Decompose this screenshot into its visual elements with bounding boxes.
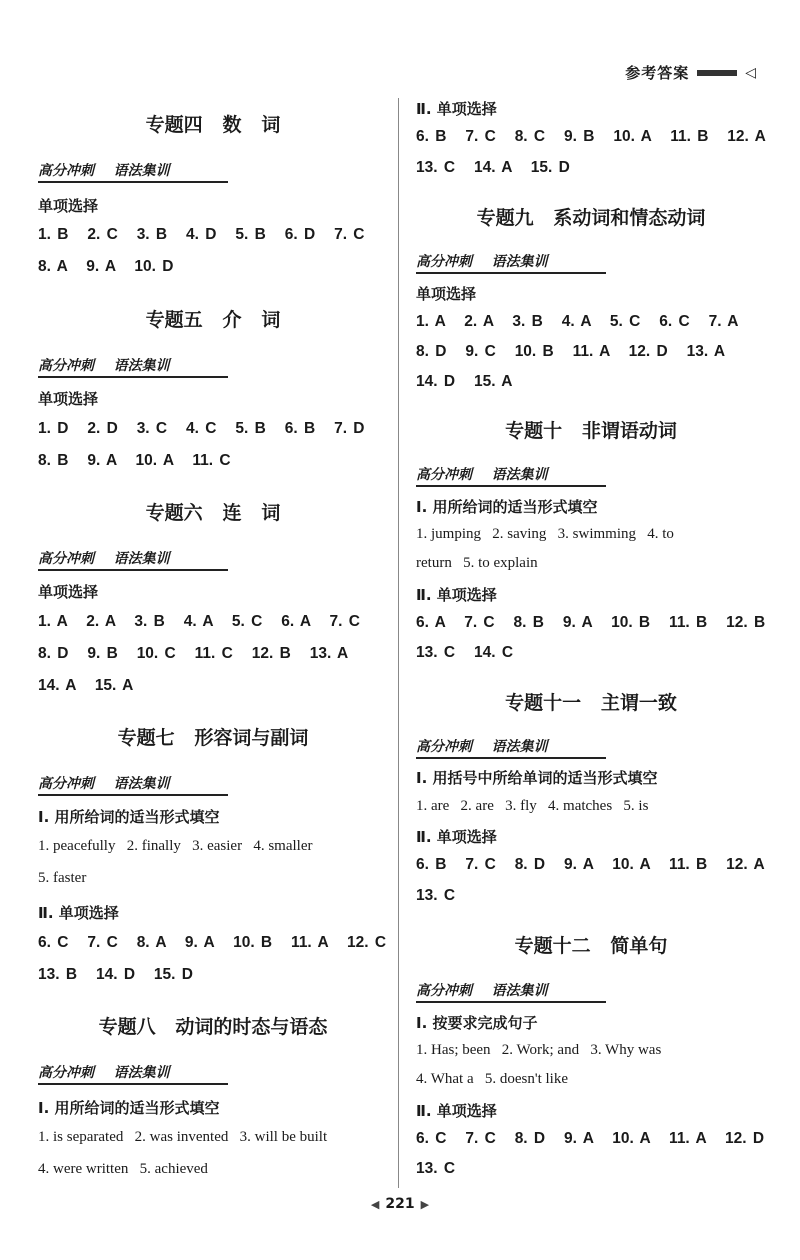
section-subheading: 高分冲刺 语法集训 [38,355,228,378]
answer-line: 6. C 7. C 8. A 9. A 10. B 11. A 12. C [38,934,387,951]
answer-line: 4. What a 5. doesn't like [416,1071,568,1087]
answer-line: 13. B 14. D 15. D [38,966,193,983]
answer-line: 5. faster [38,870,87,886]
question-type-label: Ⅱ. 单项选择 [416,586,497,604]
section-subheading: 高分冲刺 语法集训 [38,160,228,183]
answer-line: 1. jumping 2. saving 3. swimming 4. to [416,526,674,542]
section-subheading: 高分冲刺 语法集训 [416,464,606,487]
answer-line: 1. A 2. A 3. B 4. A 5. C 6. C 7. A [416,313,739,330]
answer-line: 13. C [416,1160,456,1177]
question-type-label: Ⅰ. 用所给词的适当形式填空 [38,1099,220,1117]
answer-line: 1. A 2. A 3. B 4. A 5. C 6. A 7. C [38,613,360,630]
question-type-label: 单项选择 [416,285,477,303]
topic-heading: 专题九 系动词和情态动词 [476,207,706,229]
page-header [625,62,756,83]
answer-line: 8. D 9. C 10. B 11. A 12. D 13. A [416,343,726,360]
answer-line: 1. are 2. are 3. fly 4. matches 5. is [416,798,649,814]
answer-line: 4. were written 5. achieved [38,1161,208,1177]
question-type-label: Ⅱ. 单项选择 [38,904,119,922]
answer-line: 13. C 14. C [416,644,514,661]
prev-triangle-icon: ◀ [370,1198,380,1211]
topic-heading: 专题五 介 词 [145,309,281,331]
header-arrow-icon: ◁ [745,64,756,81]
topic-heading: 专题十 非谓语动词 [505,420,677,442]
section-subheading: 高分冲刺 语法集训 [38,1062,228,1085]
topic-heading: 专题七 形容词与副词 [117,727,309,749]
question-type-label: Ⅱ. 单项选择 [416,100,497,118]
question-type-label: 单项选择 [38,197,99,215]
answer-line: 1. D 2. D 3. C 4. C 5. B 6. B 7. D [38,420,365,437]
answer-line: 14. D 15. A [416,373,513,390]
page-number: 221 [385,1196,415,1212]
question-type-label: Ⅰ. 用所给词的适当形式填空 [416,498,598,516]
section-subheading: 高分冲刺 语法集训 [416,736,606,759]
next-triangle-icon: ▶ [420,1198,430,1211]
topic-heading: 专题六 连 词 [145,502,281,524]
question-type-label: Ⅰ. 用所给词的适当形式填空 [38,808,220,826]
answer-line: 6. B 7. C 8. C 9. B 10. A 11. B 12. A [416,128,766,145]
answer-line: 6. A 7. C 8. B 9. A 10. B 11. B 12. B [416,614,766,631]
section-subheading: 高分冲刺 语法集训 [38,773,228,796]
question-type-label: Ⅱ. 单项选择 [416,1102,497,1120]
page-footer [0,1196,800,1212]
answer-line: 14. A 15. A [38,677,134,694]
column-divider [398,98,399,1188]
answer-line: 1. peacefully 2. finally 3. easier 4. smaller [38,838,313,854]
answer-line: 8. B 9. A 10. A 11. C [38,452,231,469]
answer-line: 13. C [416,887,456,904]
section-subheading: 高分冲刺 语法集训 [416,251,606,274]
answer-line: 13. C 14. A 15. D [416,159,570,176]
answer-line: 1. is separated 2. was invented 3. will be built [38,1129,328,1145]
topic-heading: 专题十一 主谓一致 [505,692,677,714]
topic-heading: 专题十二 简单句 [514,935,668,957]
question-type-label: 单项选择 [38,390,99,408]
answer-line: 1. Has; been 2. Work; and 3. Why was [416,1042,662,1058]
topic-heading: 专题八 动词的时态与语态 [98,1016,328,1038]
answer-line: return 5. to explain [416,555,538,571]
answer-line: 8. D 9. B 10. C 11. C 12. B 13. A [38,645,349,662]
answer-line: 8. A 9. A 10. D [38,258,174,275]
topic-heading: 专题四 数 词 [145,114,281,136]
question-type-label: 单项选择 [38,583,99,601]
answer-line: 6. B 7. C 8. D 9. A 10. A 11. B 12. A [416,856,765,873]
header-title: 参考答案 [625,64,690,82]
question-type-label: Ⅰ. 按要求完成句子 [416,1014,538,1032]
answer-line: 1. B 2. C 3. B 4. D 5. B 6. D 7. C [38,226,365,243]
question-type-label: Ⅱ. 单项选择 [416,828,497,846]
question-type-label: Ⅰ. 用括号中所给单词的适当形式填空 [416,769,658,787]
section-subheading: 高分冲刺 语法集训 [38,548,228,571]
header-bar-decoration [697,70,737,76]
section-subheading: 高分冲刺 语法集训 [416,980,606,1003]
answer-line: 6. C 7. C 8. D 9. A 10. A 11. A 12. D [416,1130,765,1147]
